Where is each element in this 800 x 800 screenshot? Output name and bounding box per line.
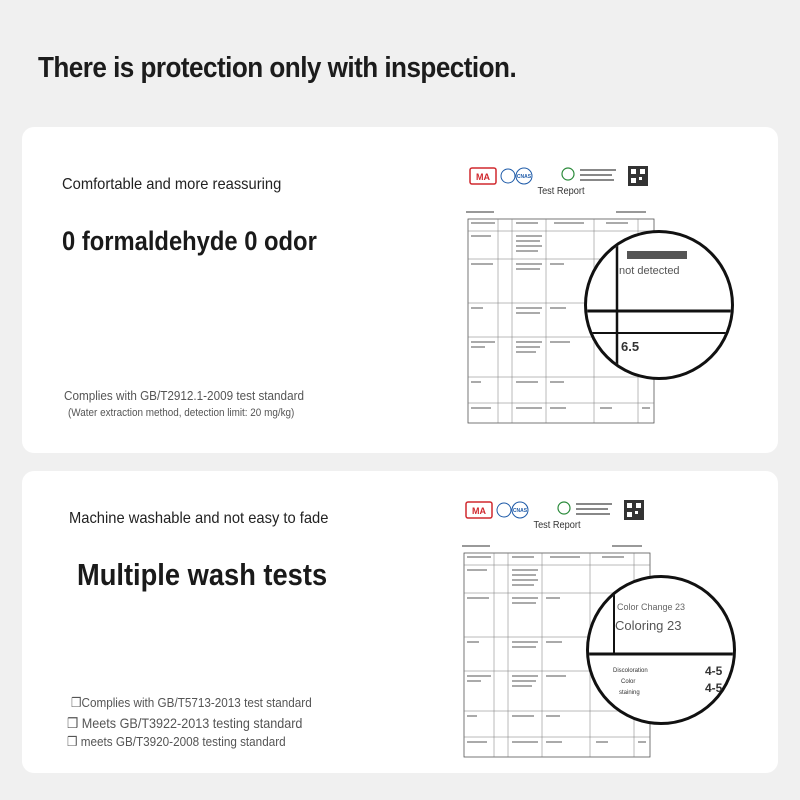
svg-text:MA: MA (476, 172, 490, 182)
lens-coloring: Coloring 23 (615, 618, 682, 633)
lens-staining-value: 4-5 (705, 681, 723, 695)
card2-title: Multiple wash tests (77, 557, 328, 592)
lens-color-change: Color Change 23 (617, 602, 686, 612)
svg-text:CNAS: CNAS (516, 174, 532, 180)
card1-subtitle: Comfortable and more reassuring (62, 176, 282, 193)
lens-ph-value: 6.5 (621, 339, 640, 354)
card1-standard-note: Complies with GB/T2912.1-2009 test standard (64, 388, 304, 403)
lens-discoloration-label: Discoloration (613, 668, 648, 674)
lens-staining-label: staining (619, 690, 640, 696)
lens-color-label: Color (621, 679, 636, 685)
ilac-logo (501, 169, 515, 183)
ilac-logo (497, 503, 511, 517)
magnifier-lens (584, 230, 734, 380)
lens-discoloration-value: 4-5 (705, 664, 723, 678)
card2-subtitle: Machine washable and not easy to fade (69, 510, 329, 527)
certification-logos (468, 165, 654, 187)
seal-logo (562, 168, 574, 180)
card1-detection-note: (Water extraction method, detection limit: 20 mg/kg) (68, 407, 295, 419)
wash-test-card (22, 471, 778, 773)
svg-text:MA: MA (472, 506, 486, 516)
standard-gb-t3922: ❒ Meets GB/T3922-2013 testing standard (67, 715, 303, 731)
standard-gb-t5713: ❒Complies with GB/T5713-2013 test standard (71, 695, 312, 710)
svg-text:CNAS: CNAS (512, 508, 528, 514)
magnifier-lens (586, 575, 736, 725)
certification-logos (464, 499, 650, 521)
seal-logo (558, 502, 570, 514)
formaldehyde-card (22, 127, 778, 453)
lens-not-detected: not detected (619, 265, 680, 277)
report-title: Test Report (533, 520, 581, 531)
page-headline: There is protection only with inspection. (38, 52, 517, 84)
standard-gb-t3920: ❒ meets GB/T3920-2008 testing standard (67, 734, 286, 749)
card1-title: 0 formaldehyde 0 odor (62, 226, 317, 256)
report-title: Test Report (537, 186, 585, 197)
